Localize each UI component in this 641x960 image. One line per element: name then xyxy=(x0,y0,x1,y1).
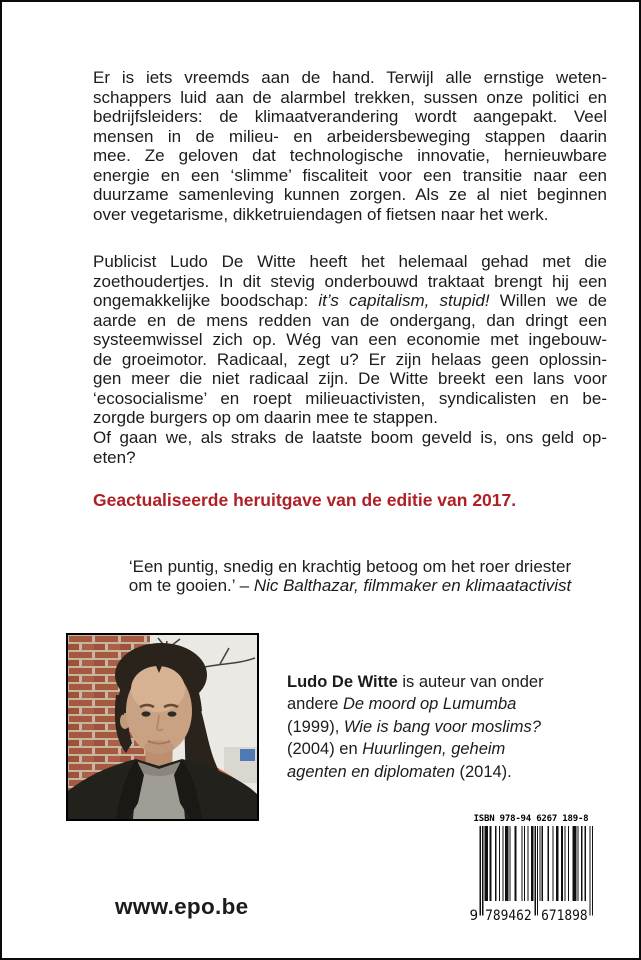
text-line: systeemwissel zich op. Wég van een economie met ingebouw- xyxy=(93,330,607,349)
isbn-label: ISBN 978-94 6267 189-8 xyxy=(473,814,589,824)
svg-text:671898: 671898 xyxy=(541,908,588,925)
text-line: mensen in de milieu- en arbeidersbeweging stappen daarin xyxy=(93,126,607,146)
author-photo xyxy=(66,633,259,821)
text-line: Of gaan we, als straks de laatste boom geveld is, ons geld op- xyxy=(93,428,607,447)
text-line: gen meer die niet radicaal zijn. De Witte breekt een lans voor xyxy=(93,369,607,388)
blurb-paragraph-1 xyxy=(93,68,607,224)
text-line: andere De moord op Lumumba xyxy=(287,695,517,714)
text-line: (1999), Wie is bang voor moslims? xyxy=(287,717,541,736)
text-line: bedrijfsleiders: de klimaatverandering wordt aangepakt. Veel xyxy=(93,107,607,126)
text-line: mee. Ze geloven dat technologische innovatie, hernieuwbare xyxy=(93,146,607,165)
svg-text:789462: 789462 xyxy=(485,908,532,925)
text-line: (2004) en Huurlingen, geheim xyxy=(287,740,506,759)
text-line: de groeimotor. Radicaal, zegt u? Er zijn helaas geen oplossin- xyxy=(93,349,607,369)
author-bio xyxy=(287,671,579,783)
text-line: zoethoudertjes. In dit stevig onderbouwd traktaat brengt hij een xyxy=(93,271,607,291)
text-line: schappers luid aan de alarmbel trekken, sussen onze politici en xyxy=(93,87,607,107)
svg-text:9: 9 xyxy=(469,908,479,925)
text-line: Er is iets vreemds aan de hand. Terwijl alle ernstige weten- xyxy=(93,68,607,87)
text-line: eten? xyxy=(93,447,136,467)
text-line: Ludo De Witte is auteur van onder xyxy=(287,673,544,691)
text-line: ‘ecosocialisme’ en roept milieuactivisten, syndicalisten en be- xyxy=(93,388,607,408)
blurb-paragraph-2 xyxy=(93,252,607,428)
blurb-paragraph-3 xyxy=(93,428,607,467)
review-quote xyxy=(93,557,607,595)
text-line: aarde en de mens redden van de ondergang, dan dringt een xyxy=(93,310,607,330)
text-line: over vegetarisme, dikketruiendagen of fietsen naar het werk. xyxy=(93,204,549,224)
reissue-note: Geactualiseerde heruitgave van de editie van 2017. xyxy=(93,490,517,510)
ean-barcode xyxy=(469,826,593,925)
text-line: duurzame samenleving kunnen zorgen. Als ze al niet beginnen xyxy=(93,185,607,204)
barcode-block xyxy=(469,814,593,925)
text-line: zorgde burgers op om daarin mee te stappen. xyxy=(93,408,438,427)
publisher-website: www.epo.be xyxy=(115,894,249,919)
text-line: ongemakkelijke boodschap: it’s capitalism, stupid! Willen we de xyxy=(93,291,607,310)
text-line: ‘Een puntig, snedig en krachtig betoog om het roer driester xyxy=(128,557,572,576)
text-line: energie en een ‘slimme’ fiscaliteit voor een transitie naar een xyxy=(93,165,607,185)
text-line: om te gooien.’ – Nic Balthazar, filmmaker en klimaatactivist xyxy=(128,576,572,595)
text-line: Publicist Ludo De Witte heeft het helemaal gehad met die xyxy=(93,252,607,271)
text-line: agenten en diplomaten (2014). xyxy=(287,762,512,781)
